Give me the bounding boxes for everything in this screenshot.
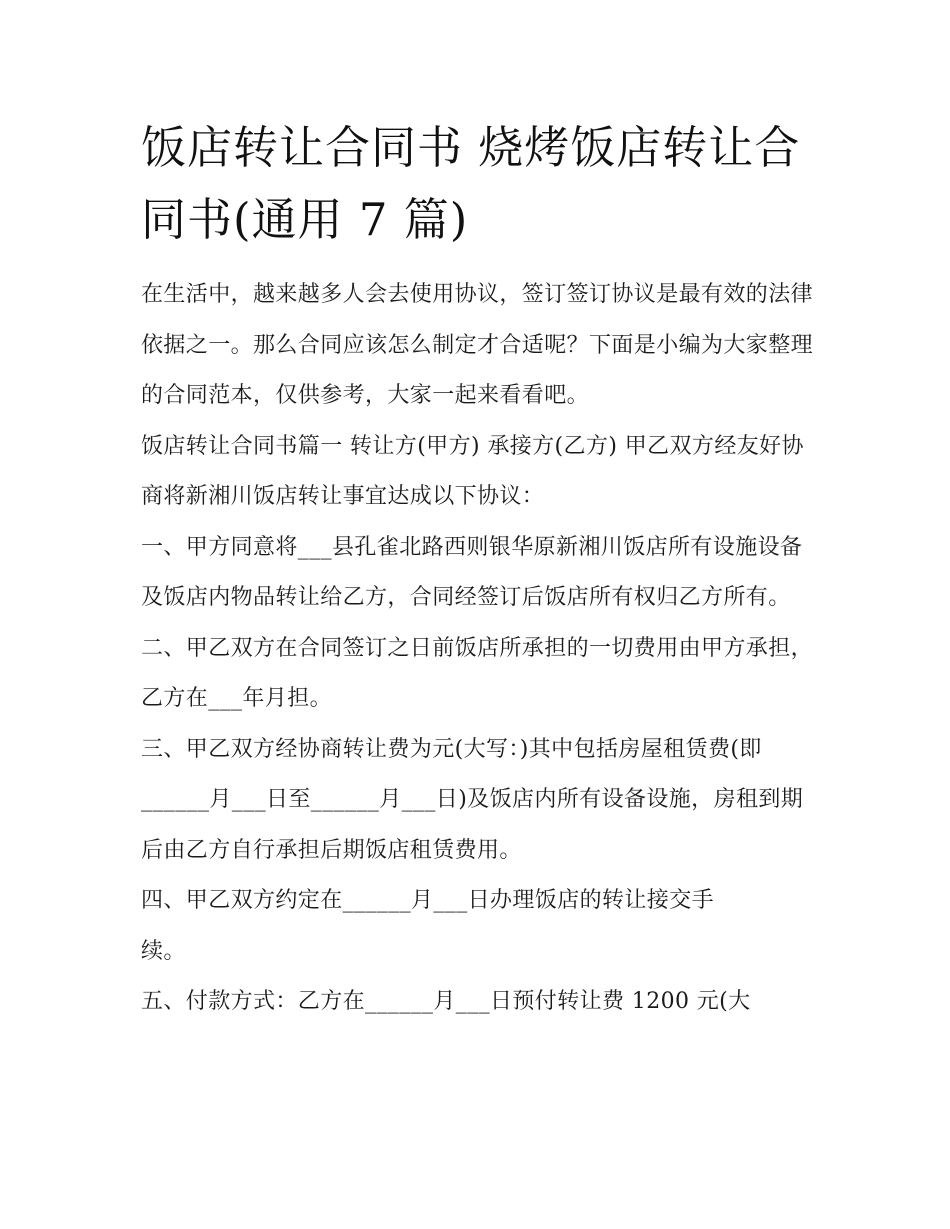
section-one-heading-paragraph: 饭店转让合同书篇一 转让方(甲方) 承接方(乙方) 甲乙双方经友好协商将新湘川饭店转让事宜达成以下协议： [141,433,804,509]
clause-three-paragraph: 三、甲乙双方经协商转让费为元(大写：)其中包括房屋租赁费(即______月___日至______月___日)及饭店内所有设备设施，房租到期后由乙方自行承担后期饭店租赁费用。 [141,736,804,863]
clause-two-paragraph: 二、甲乙双方在合同签订之日前饭店所承担的一切费用由甲方承担，乙方在___年月担。 [141,635,814,711]
clause-one-paragraph: 一、甲方同意将___县孔雀北路西则银华原新湘川饭店所有设施设备及饭店内物品转让给乙方，合同经签订后饭店所有权归乙方所有。 [141,534,803,610]
intro-paragraph: 在生活中，越来越多人会去使用协议，签订签订协议是最有效的法律依据之一。那么合同应该怎么制定才合适呢？下面是小编为大家整理的合同范本，仅供参考，大家一起来看看吧。 [141,282,814,408]
clause-four-paragraph: 四、甲乙双方约定在______月___日办理饭店的转让接交手 续。 [141,888,715,964]
document-title: 饭店转让合同书 烧烤饭店转让合同书(通用 7 篇) [141,121,801,246]
document-body [141,270,813,1028]
document-content [141,112,813,1028]
clause-five-paragraph: 五、付款方式：乙方在______月___日预付转让费 1200 元(大 [141,989,751,1014]
